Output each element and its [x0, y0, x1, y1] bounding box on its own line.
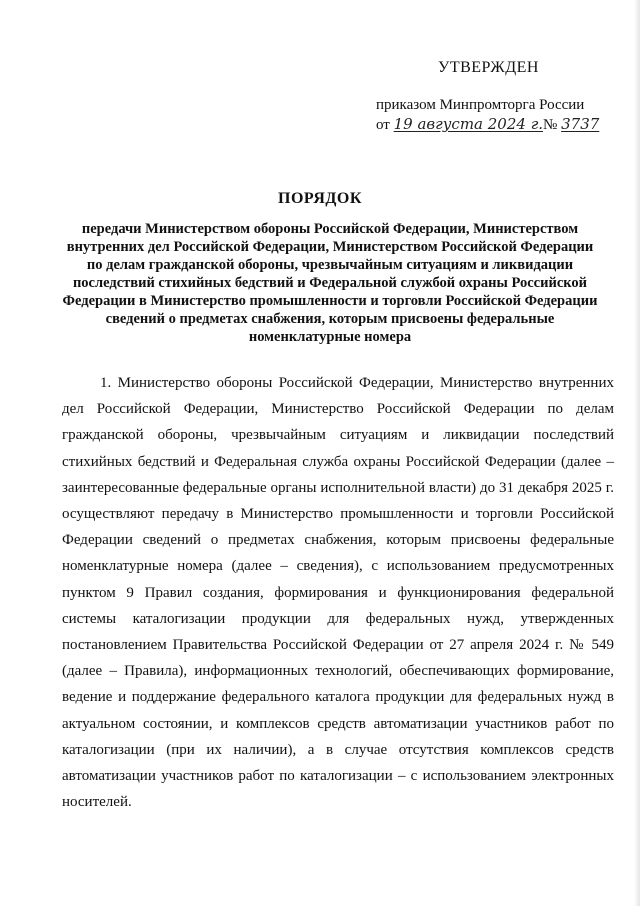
document-heading: ПОРЯДОК	[278, 190, 362, 207]
paragraph-1: 1. Министерство обороны Российской Федерации, Министерство внутренних дел Российской Федерации, Министерство Российской Федерации по делам гражданской обороны, чрезвычайным ситуациям и ликвидации последствий стихийных бедствий и Федеральная служба охраны Российской Федерации (далее – заинтересованные федеральные органы исполнительной власти) до 31 декабря 2025 г. осуществляют передачу в Министерство промышленности и торговли Российской Федерации сведений о предметах снабжения, которым присвоены федеральные номенклатурные номера (далее – сведения), с использованием предусмотренных пунктом 9 Правил создания, формирования и функционирования федеральной системы каталогизации продукции для федеральных нужд, утвержденных постановлением Правительства Российской Федерации от 27 апреля 2024 г. № 549 (далее – Правила), информационных технологий, обеспечивающих формирование, ведение и поддержание федерального каталога продукции для федеральных нужд в актуальном состоянии, и комплексов средств автоматизации участников работ по каталогизации (при их наличии), а в случае отсутствия комплексов средств автоматизации участников работ по каталогизации – с использованием электронных носителей.	[62, 375, 614, 811]
approval-number-label: №	[543, 117, 558, 133]
approval-from-label: от	[376, 117, 390, 133]
document-subheading: передачи Министерством обороны Российской Федерации, Министерством внутренних дел Российской Федерации, Министерством Российской Федерации по делам гражданской обороны, чрезвычайным ситуациям и ликвидации последствий стихийных бедствий и Федеральной службой охраны Российской Федерации в Министерство промышленности и торговли Российской Федерации сведений о предметах снабжения, которым присвоены федеральные номенклатурные номера	[62, 221, 598, 345]
approval-date-number-line	[376, 114, 616, 135]
approval-order-line: приказом Минпромторга России	[376, 97, 585, 113]
approval-date-handwritten: 19 августа 2024 г.	[393, 115, 544, 133]
approval-block	[376, 58, 616, 135]
approval-title: УТВЕРЖДЕН	[438, 59, 539, 76]
scan-edge-shadow	[634, 0, 640, 906]
approval-number-handwritten: 3737	[561, 115, 600, 133]
